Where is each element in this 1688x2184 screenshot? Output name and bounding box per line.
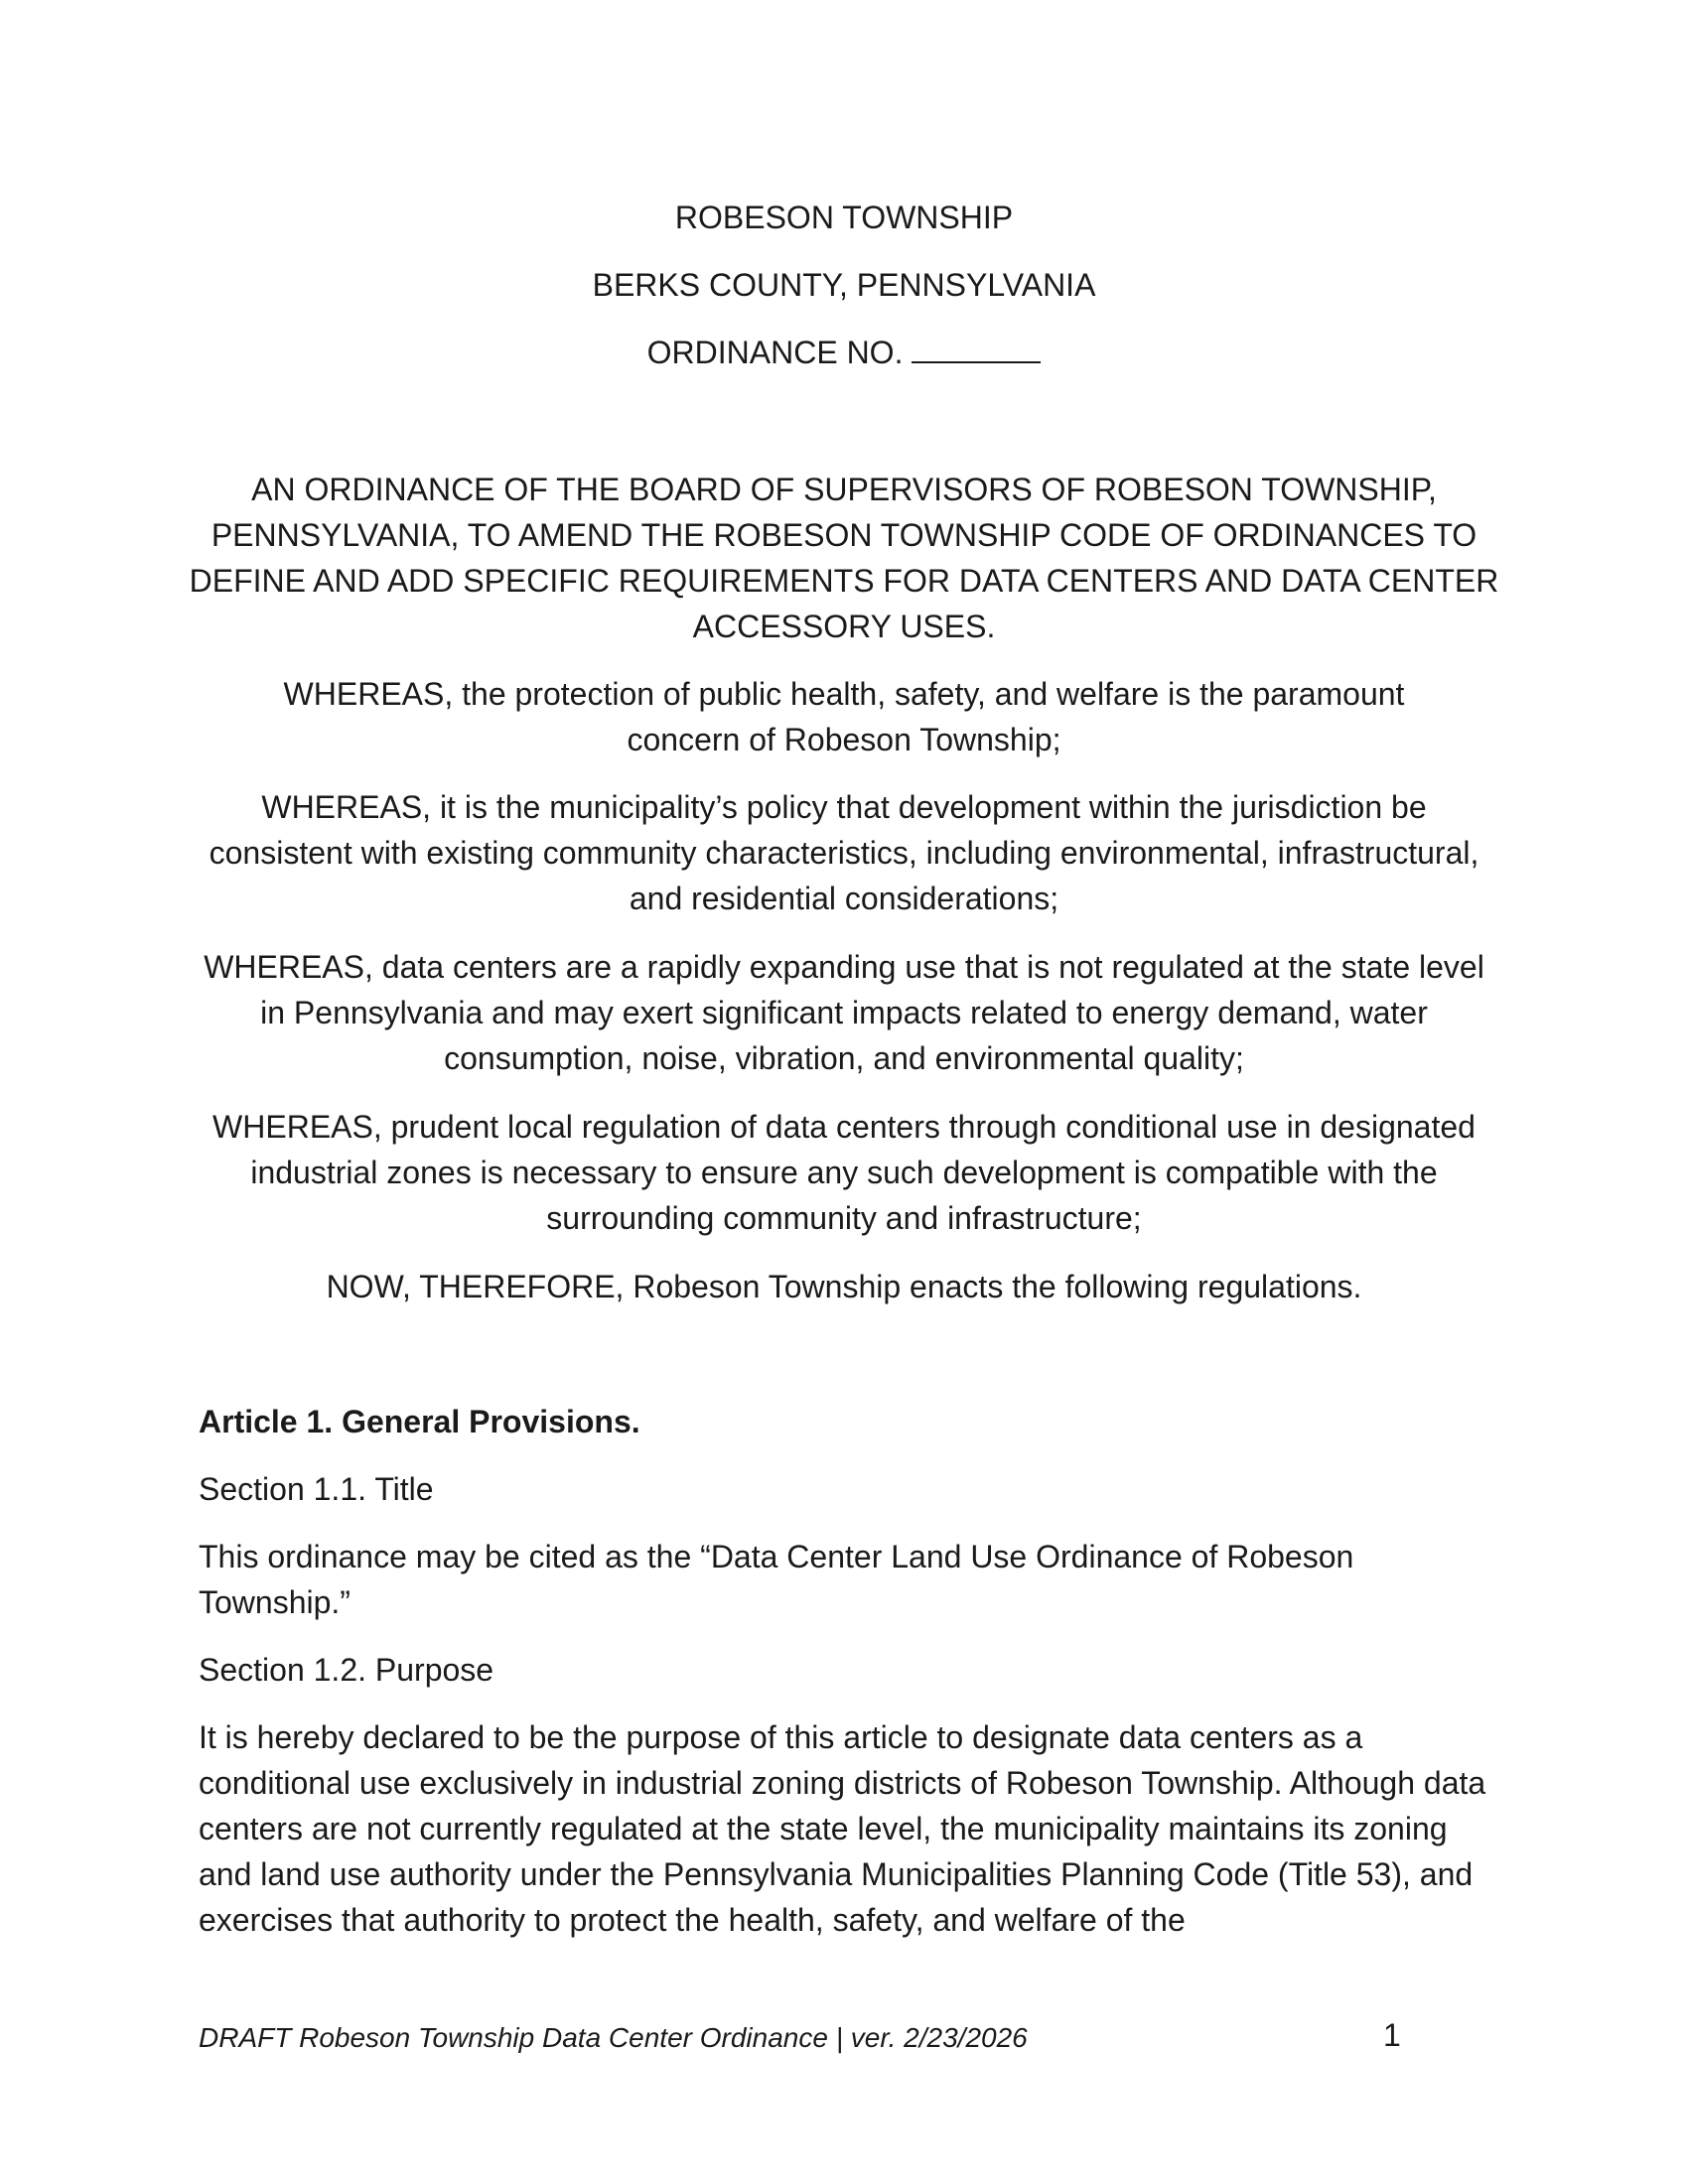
county-heading: BERKS COUNTY, PENNSYLVANIA — [592, 267, 1096, 303]
ordinance-number-line — [0, 330, 1688, 375]
ordinance-title: AN ORDINANCE OF THE BOARD OF SUPERVISORS OF ROBESON TOWNSHIP, PENNSYLVANIA, TO AMEND THE ROBESON TOWNSHIP CODE OF ORDINANCES TO DEFINE AND ADD SPECIFIC REQUIREMENTS FOR DATA CENTERS AND DATA CENTER ACCESSORY USES. — [189, 472, 1499, 644]
article-1-heading: Article 1. General Provisions. — [199, 1404, 640, 1439]
section-1-2-heading: Section 1.2. Purpose — [199, 1652, 494, 1688]
ordinance-number-label: ORDINANCE NO. — [646, 335, 904, 370]
footer-text: DRAFT Robeson Township Data Center Ordinance | ver. 2/23/2026 — [199, 2022, 1028, 2053]
page-number: 1 — [1383, 2017, 1401, 2053]
enactment-clause: NOW, THEREFORE, Robeson Township enacts the following regulations. — [326, 1269, 1362, 1304]
whereas-clause-4: WHEREAS, prudent local regulation of data centers through conditional use in designated industrial zones is necessary to ensure any such development is compatible with the surrounding community and infrastructure; — [212, 1109, 1476, 1236]
township-heading: ROBESON TOWNSHIP — [674, 200, 1014, 235]
section-1-1-text: This ordinance may be cited as the “Data Center Land Use Ordinance of Robeson Township.” — [199, 1539, 1354, 1620]
whereas-clause-2: WHEREAS, it is the municipality’s policy that development within the jurisdiction be consistent with existing community characteristics, including environmental, infrastructural, and residential considerations; — [209, 789, 1479, 916]
ordinance-number-blank — [912, 334, 1041, 363]
whereas-clause-1: WHEREAS, the protection of public health, safety, and welfare is the paramount concern of Robeson Township; — [283, 676, 1405, 757]
section-1-2-text: It is hereby declared to be the purpose of this article to designate data centers as a conditional use exclusively in industrial zoning districts of Robeson Township. Although data centers are not currently regulated at the state level, the municipality maintains its zoning and land use authority under the Pennsylvania Municipalities Planning Code (Title 53), and exercises that authority to protect the health, safety, and welfare of the — [199, 1719, 1486, 1938]
section-1-1-heading: Section 1.1. Title — [199, 1471, 434, 1507]
whereas-clause-3: WHEREAS, data centers are a rapidly expanding use that is not regulated at the state level in Pennsylvania and may exert significant impacts related to energy demand, water consumption, noise, vibration, and environmental quality; — [204, 949, 1484, 1076]
